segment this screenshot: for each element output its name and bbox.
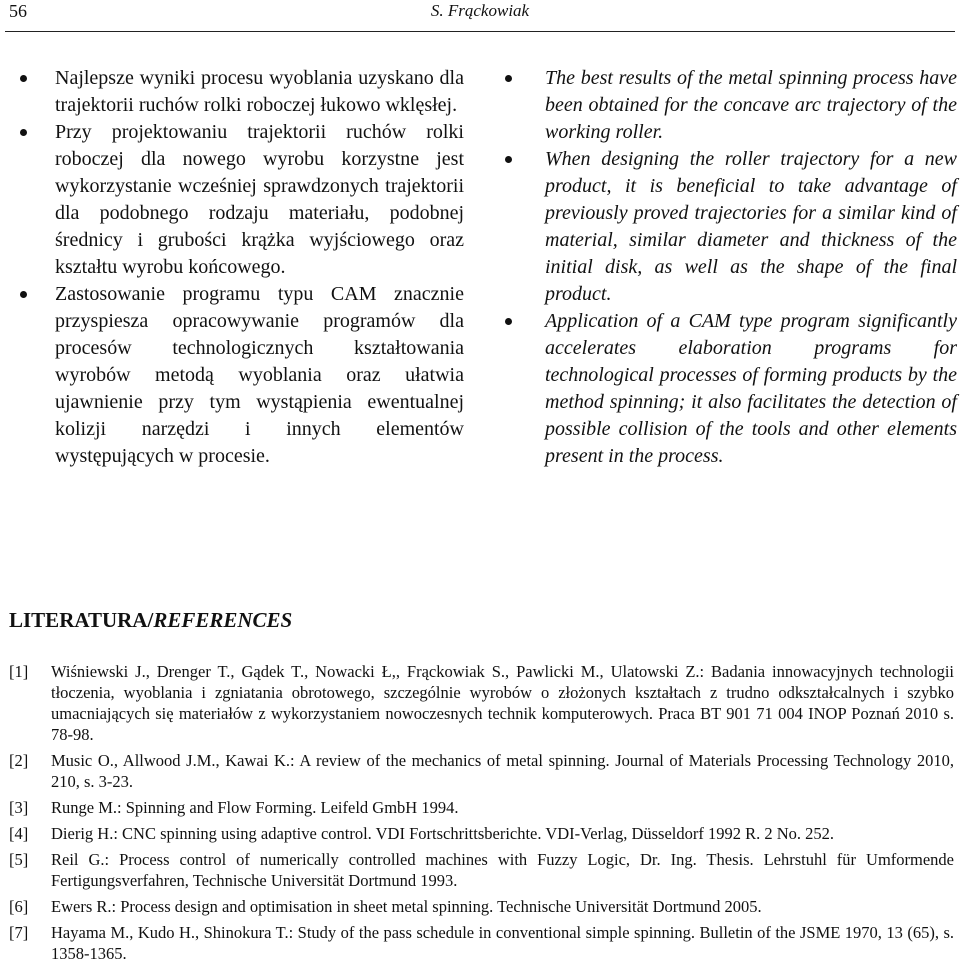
reference-number: [1] bbox=[9, 662, 29, 681]
bullet-icon bbox=[20, 75, 27, 82]
english-bullet-text: When designing the roller trajectory for a new product, it is beneficial to take advantage of previously proved trajectories for a similar kind of material, similar diameter and thickness of the initial disk, as well as the shape of the final product. bbox=[545, 148, 957, 305]
bullet-icon bbox=[505, 156, 512, 163]
reference-item bbox=[9, 797, 954, 818]
bullet-icon bbox=[20, 129, 27, 136]
reference-number: [7] bbox=[9, 923, 29, 942]
reference-item bbox=[9, 823, 954, 844]
polish-bullet-item bbox=[20, 119, 464, 281]
references-heading-polish: LITERATURA/ bbox=[9, 608, 154, 632]
polish-conclusions-column bbox=[20, 65, 464, 470]
reference-text: Dierig H.: CNC spinning using adaptive control. VDI Fortschrittsberichte. VDI-Verlag, Düsseldorf 1992 R. 2 No. 252. bbox=[51, 824, 835, 843]
references-list bbox=[9, 661, 954, 969]
reference-text: Reil G.: Process control of numerically controlled machines with Fuzzy Logic, Dr. Ing. Thesis. Lehrstuhl für Umformende Fertigungsverfahren, Technische Universität Dortmund 1993. bbox=[51, 850, 954, 890]
english-conclusions-column bbox=[505, 65, 957, 470]
bullet-icon bbox=[505, 75, 512, 82]
english-bullet-item bbox=[505, 65, 957, 146]
english-bullet-item bbox=[505, 146, 957, 308]
reference-text: Wiśniewski J., Drenger T., Gądek T., Nowacki Ł,, Frąckowiak S., Pawlicki M., Ulatowski Z.: Badania innowacyjnych technologii tłoczenia, wyoblania i zgniatania obrotowego, szczególnie wyrobów o złożonych kształtach z trudno odkształcalnych i szybko umacniających się materiałów z wykorzystaniem nowoczesnych technik komputerowych. Praca BT 901 71 004 INOP Poznań 2010 s. 78-98. bbox=[51, 662, 954, 744]
english-bullet-item bbox=[505, 308, 957, 470]
reference-number: [2] bbox=[9, 751, 29, 770]
reference-number: [4] bbox=[9, 824, 29, 843]
running-author: S. Frąckowiak bbox=[430, 1, 530, 20]
reference-item bbox=[9, 750, 954, 792]
polish-bullet-item bbox=[20, 281, 464, 470]
reference-item bbox=[9, 849, 954, 891]
reference-number: [3] bbox=[9, 798, 29, 817]
reference-text: Runge M.: Spinning and Flow Forming. Leifeld GmbH 1994. bbox=[51, 798, 459, 817]
polish-bullet-text: Przy projektowaniu trajektorii ruchów rolki roboczej dla nowego wyrobu korzystne jest wykorzystanie wcześniej sprawdzonych trajektorii dla podobnego rodzaju materiału, podobnej średnicy i grubości krążka wyjściowego oraz kształtu wyrobu końcowego. bbox=[55, 121, 464, 278]
running-header bbox=[0, 0, 960, 33]
reference-item bbox=[9, 922, 954, 964]
polish-bullet-item bbox=[20, 65, 464, 119]
references-heading bbox=[9, 607, 292, 633]
references-heading-english: REFERENCES bbox=[153, 608, 293, 632]
reference-item bbox=[9, 896, 954, 917]
polish-bullet-text: Najlepsze wyniki procesu wyoblania uzyskano dla trajektorii ruchów rolki roboczej łukowo wklęsłej. bbox=[55, 67, 464, 116]
bullet-icon bbox=[20, 291, 27, 298]
header-rule bbox=[5, 31, 955, 32]
polish-bullet-text: Zastosowanie programu typu CAM znacznie przyspiesza opracowywanie programów dla procesów technologicznych kształtowania wyrobów metodą wyoblania oraz ułatwia ujawnienie przy tym wystąpienia ewentualnej kolizji narzędzi i innych elementów występujących w procesie. bbox=[55, 283, 464, 467]
reference-number: [6] bbox=[9, 897, 29, 916]
bullet-icon bbox=[505, 318, 512, 325]
reference-text: Music O., Allwood J.M., Kawai K.: A review of the mechanics of metal spinning. Journal of Materials Processing Technology 2010, 210, s. 3-23. bbox=[51, 751, 954, 791]
english-bullet-text: Application of a CAM type program significantly accelerates elaboration programs for technological processes of forming products by the method spinning; it also facilitates the detection of possible collision of the tools and other elements present in the process. bbox=[545, 310, 957, 467]
reference-number: [5] bbox=[9, 850, 29, 869]
page-number: 56 bbox=[9, 1, 27, 21]
english-bullet-text: The best results of the metal spinning process have been obtained for the concave arc trajectory of the working roller. bbox=[545, 67, 957, 143]
reference-text: Hayama M., Kudo H., Shinokura T.: Study of the pass schedule in conventional simple spinning. Bulletin of the JSME 1970, 13 (65), s. 1358-1365. bbox=[51, 923, 954, 963]
reference-item bbox=[9, 661, 954, 745]
reference-text: Ewers R.: Process design and optimisation in sheet metal spinning. Technische Universität Dortmund 2005. bbox=[51, 897, 762, 916]
